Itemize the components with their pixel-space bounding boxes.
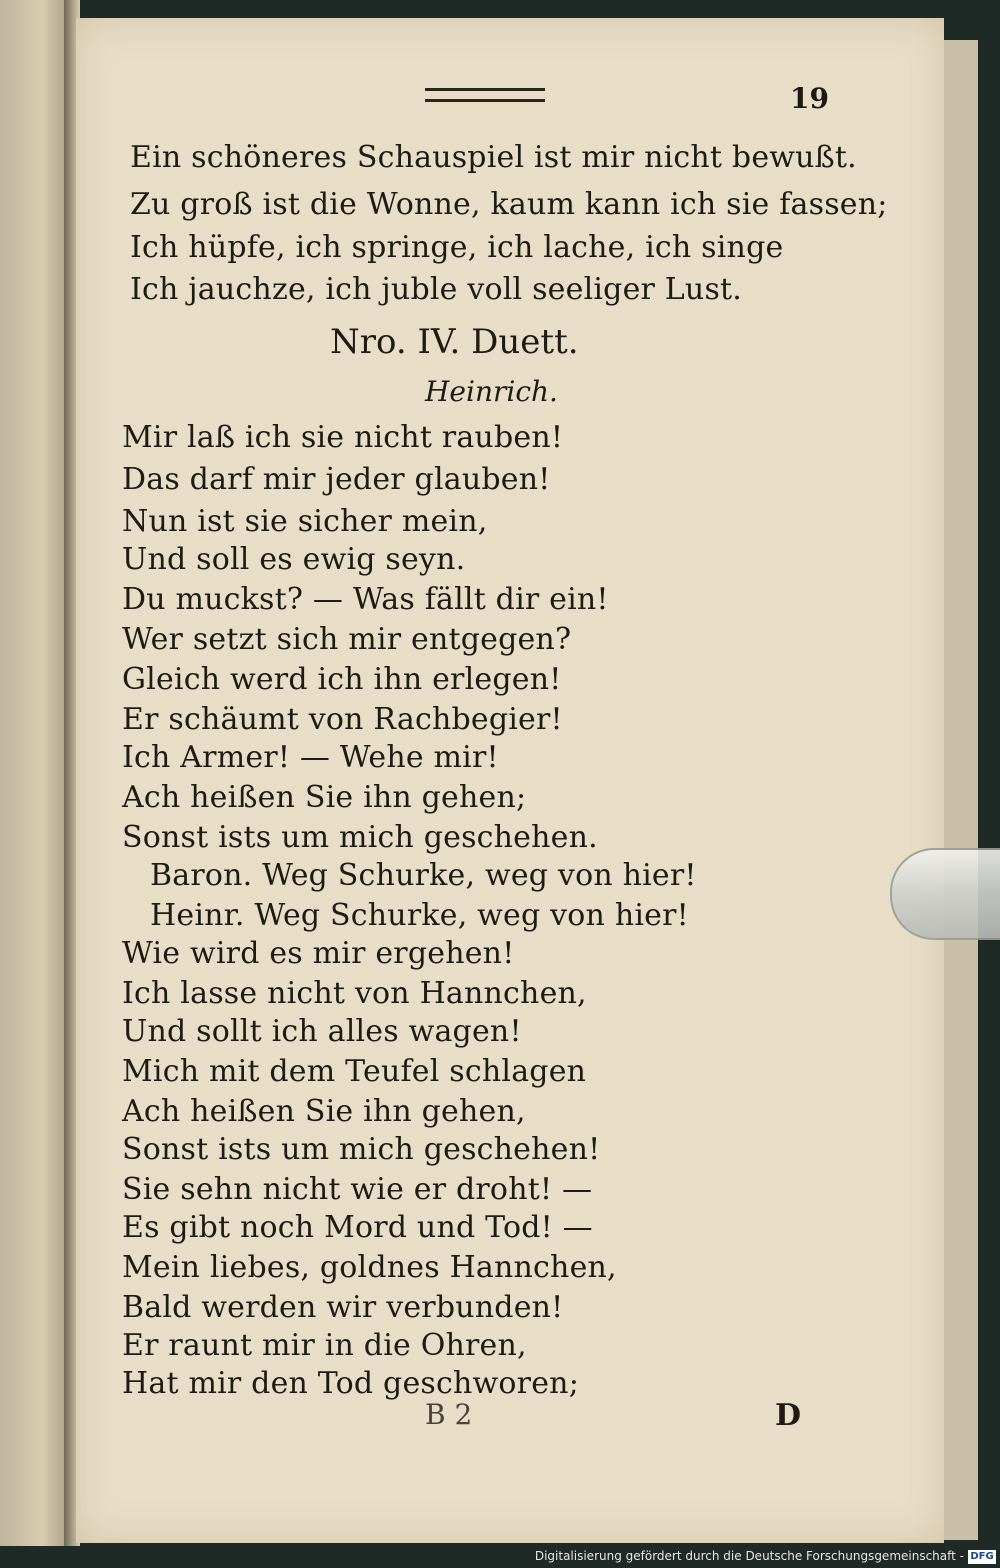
verse-line: Sie sehn nicht wie er droht! —	[122, 1172, 593, 1207]
text-line: Ich hüpfe, ich springe, ich lache, ich singe	[130, 230, 784, 265]
verse-line: Sonst ists um mich geschehen!	[122, 1132, 601, 1167]
verse-line: Mir laß ich sie nicht rauben!	[122, 420, 564, 455]
catchword: D	[775, 1398, 802, 1433]
left-page-edge	[0, 0, 70, 1568]
verse-line: Ich Armer! — Wehe mir!	[122, 740, 499, 775]
verse-line: Ach heißen Sie ihn gehen,	[122, 1094, 526, 1129]
verse-line: Hat mir den Tod geschworen;	[122, 1366, 579, 1401]
text-line: Ich jauchze, ich juble voll seeliger Lust.	[130, 272, 743, 307]
verse-line: Bald werden wir verbunden!	[122, 1290, 564, 1325]
text-line: Ein schöneres Schauspiel ist mir nicht bewußt.	[130, 140, 857, 175]
verse-line: Ach heißen Sie ihn gehen;	[122, 780, 527, 815]
signature-mark: B 2	[425, 1398, 473, 1431]
verse-line: Nun ist sie sicher mein,	[122, 504, 488, 539]
page-clip	[890, 848, 1000, 940]
speaker-heading: Heinrich.	[425, 375, 558, 408]
verse-line: Mich mit dem Teufel schlagen	[122, 1054, 587, 1089]
page-number: 19	[790, 82, 829, 115]
verse-line: Und soll es ewig seyn.	[122, 542, 466, 577]
verse-line: Er schäumt von Rachbegier!	[122, 702, 563, 737]
verse-line: Gleich werd ich ihn erlegen!	[122, 662, 562, 697]
verse-line: Wer setzt sich mir entgegen?	[122, 622, 572, 657]
verse-line: Er raunt mir in die Ohren,	[122, 1328, 527, 1363]
verse-line: Sonst ists um mich geschehen.	[122, 820, 598, 855]
verse-line: Es gibt noch Mord und Tod! —	[122, 1210, 593, 1245]
verse-line: Und sollt ich alles wagen!	[122, 1014, 522, 1049]
page-edges	[944, 40, 978, 1540]
dfg-logo[interactable]: DFG	[968, 1550, 996, 1564]
verse-line: Heinr. Weg Schurke, weg von hier!	[150, 898, 689, 933]
header-rule	[425, 88, 545, 102]
verse-line: Wie wird es mir ergehen!	[122, 936, 515, 971]
credit-text: Digitalisierung gefördert durch die Deutsche Forschungsgemeinschaft -	[534, 1549, 964, 1563]
verse-line: Baron. Weg Schurke, weg von hier!	[150, 858, 697, 893]
verse-line: Ich lasse nicht von Hannchen,	[122, 976, 587, 1011]
text-line: Zu groß ist die Wonne, kaum kann ich sie fassen;	[130, 187, 888, 222]
verse-line: Das darf mir jeder glauben!	[122, 462, 551, 497]
verse-line: Du muckst? — Was fällt dir ein!	[122, 582, 609, 617]
section-heading: Nro. IV. Duett.	[330, 322, 579, 362]
verse-line: Mein liebes, goldnes Hannchen,	[122, 1250, 617, 1285]
